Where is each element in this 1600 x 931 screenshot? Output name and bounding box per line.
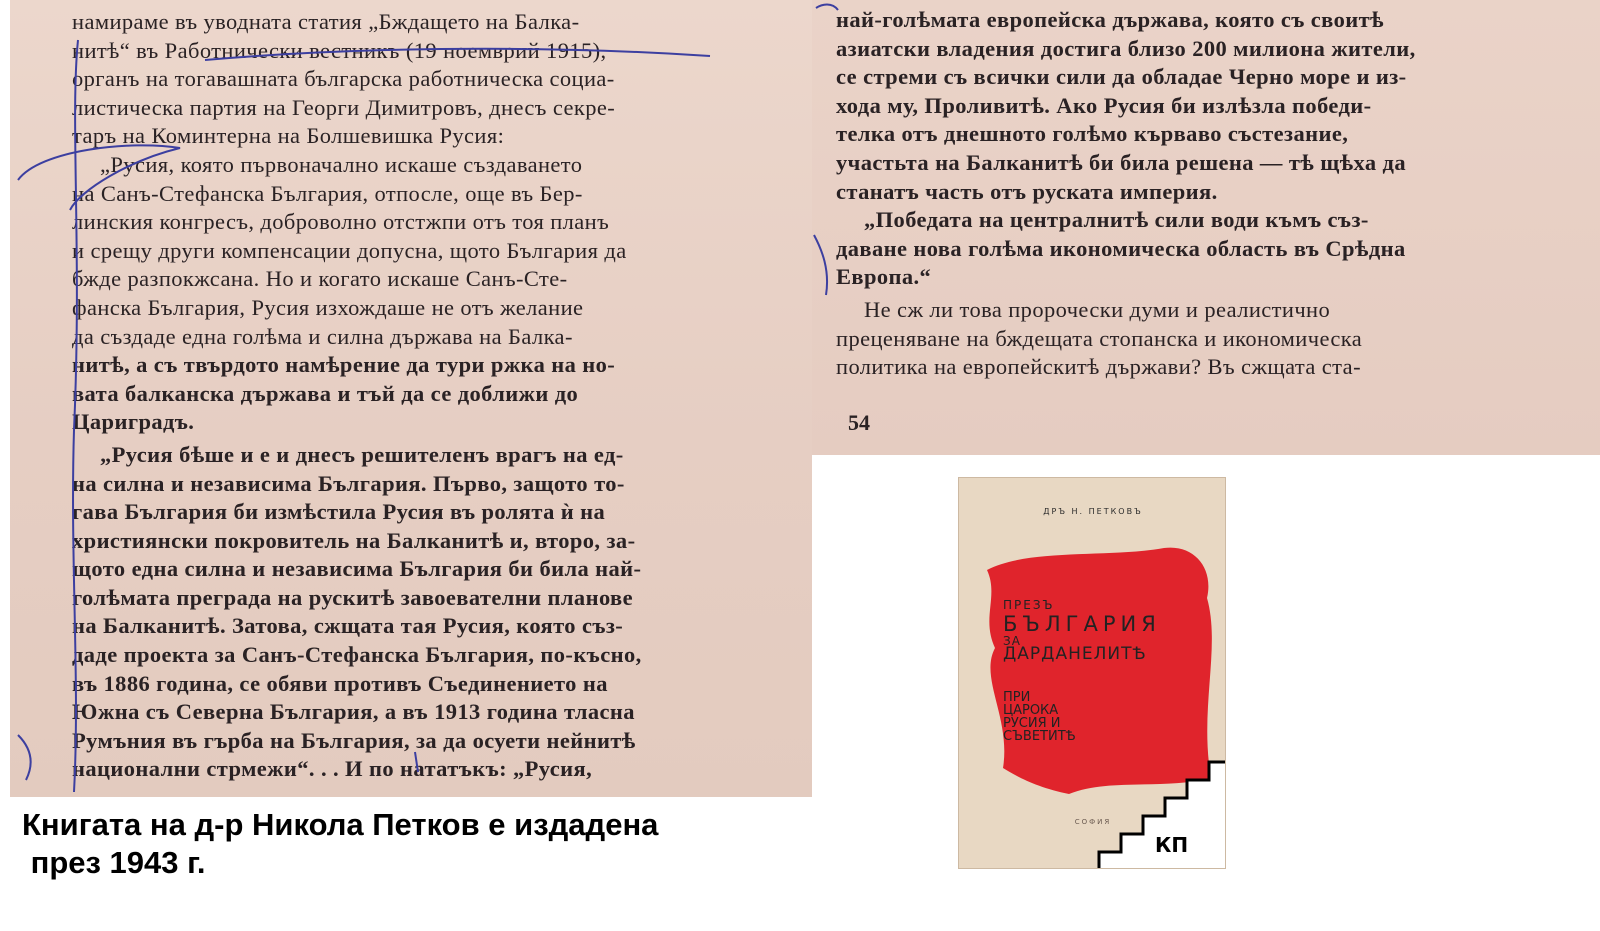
- right-page-text: [836, 6, 1586, 382]
- left-page-text-line: листическа партия на Георги Димитровъ, днесъ секре-: [72, 94, 616, 120]
- left-page-text-line: вата балканска държава и тъй да се доближи до: [72, 380, 579, 406]
- left-page-text-line: гава България би измѣстила Русия въ ролята ѝ на: [72, 499, 606, 525]
- left-page-text-line: голѣмата преграда на рускитѣ завоевателни планове: [72, 584, 633, 610]
- left-page-text-line: „Русия, която първоначално искаше създаването: [100, 151, 583, 177]
- scanned-page-left: [10, 0, 812, 797]
- scanned-page-right: [812, 0, 1600, 455]
- right-page-text-line: станатъ часть отъ руската империя.: [836, 178, 1218, 204]
- cover-subtitle-line-2: ЦАРОКА: [1003, 703, 1059, 718]
- left-page-text-line: даде проекта за Санъ-Стефанска България, по-късно,: [72, 642, 642, 668]
- page-number: 54: [848, 410, 870, 435]
- cover-city: СОФИЯ: [1074, 818, 1112, 826]
- left-page-text-line: християнски покровитель на Балканитѣ и, второ, за-: [72, 527, 636, 553]
- left-page-text-line: таръ на Коминтерна на Болшевишка Русия:: [72, 123, 505, 149]
- cover-title-line-2: БЪЛГАРИЯ: [1003, 612, 1161, 636]
- left-page-text-line: линския конгресъ, доброволно отстжпи отъ тоя планъ: [72, 209, 610, 235]
- staircase-logo-icon: [959, 478, 1226, 869]
- left-page-text-line: фанска България, Русия изхождаше не отъ желание: [72, 294, 584, 320]
- left-page-text-line: нитѣ“ въ Работнически вестникъ (19 ноемврий 1915),: [72, 37, 607, 63]
- cover-subtitle-line-4: СЪВЕТИТѢ: [1003, 729, 1076, 744]
- cover-subtitle-line-1: ПРИ: [1003, 690, 1031, 705]
- caption-line-2: през 1943 г.: [22, 845, 206, 880]
- left-page-text-line: да създаде една голѣма и силна държава на Балка-: [72, 323, 573, 349]
- left-page-text-line: щото една силна и независима България би била най-: [72, 556, 642, 582]
- cover-title-line-1: ПРЕЗЪ: [1003, 598, 1055, 612]
- cover-author: ДРЪ Н. ПЕТКОВЪ: [1043, 507, 1143, 516]
- caption-line-1: Книгата на д-р Никола Петков е издадена: [22, 807, 659, 842]
- left-page-text-line: Цариградъ.: [72, 409, 195, 435]
- left-page-text-line: органъ на тогавашната българска работническа социа-: [72, 66, 615, 92]
- right-page-text-line: се стреми съ всички сили да обладае Черно море и из-: [836, 64, 1407, 90]
- cover-title-line-3: ЗА: [1003, 634, 1021, 648]
- left-page-text-line: Румъния въ гърба на България, за да осуети нейнитѣ: [72, 727, 636, 753]
- left-page-text-line: „Русия бѣше и е и днесъ решителенъ врагъ на ед-: [100, 441, 624, 467]
- cover-subtitle-line-3: РУСИЯ И: [1003, 716, 1061, 731]
- left-page-text-line: и срещу други компенсации допусна, щото България да: [72, 237, 627, 263]
- right-page-text-line: „Победата на централнитѣ сили води къмъ съз-: [864, 207, 1369, 233]
- right-page-text-line: даване нова голѣма икономическа область въ Срѣдна: [836, 235, 1406, 261]
- left-page-text-line: на Санъ-Стефанска България, отпосле, още въ Бер-: [72, 180, 583, 206]
- right-page-text-line: най-голѣмата европейска държава, която съ своитѣ: [836, 7, 1384, 32]
- left-page-text: [72, 8, 800, 784]
- right-page-text-line: Не сж ли това пророчески думи и реалистично: [864, 296, 1331, 322]
- left-page-text-line: на Балканитѣ. Затова, сжщата тая Русия, която съз-: [72, 613, 624, 639]
- left-page-text-line: нитѣ, а съ твърдото намѣрение да тури ржка на но-: [72, 352, 616, 378]
- left-page-text-line: Южна съ Северна България, а въ 1913 година тласна: [72, 699, 635, 725]
- right-page-text-line: преценяване на бждещата стопанска и икономическа: [836, 325, 1363, 351]
- publisher-logo: КП: [1155, 833, 1189, 857]
- caption: [22, 806, 822, 882]
- right-page-text-line: хода му, Проливитѣ. Ако Русия би излѣзла победи-: [836, 92, 1372, 118]
- left-page-text-line: въ 1886 година, се обяви противъ Съединението на: [72, 670, 608, 696]
- right-page-text-line: телка отъ днешното голѣмо кърваво състезание,: [836, 121, 1349, 147]
- right-page-text-line: Европа.“: [836, 264, 932, 290]
- cover-title-line-4: ДАРДАНЕЛИТѢ: [1003, 644, 1147, 664]
- left-page-text-line: намираме въ уводната статия „Бждащето на Балка-: [72, 9, 580, 34]
- book-cover: [958, 477, 1226, 869]
- right-page-text-line: участьта на Балканитѣ би била решена — тѣ щѣха да: [836, 149, 1406, 175]
- right-page-text-line: азиатски владения достига близо 200 милиона жители,: [836, 35, 1416, 61]
- left-page-text-line: бжде разпокжсана. Но и когато искаше Санъ-Сте-: [72, 266, 568, 292]
- left-page-text-line: на силна и независима България. Първо, защото то-: [72, 470, 625, 496]
- left-page-text-line: национални стрмежи“. . . И по нататъкъ: „Русия,: [72, 756, 593, 782]
- right-page-text-line: политика на европейскитѣ държави? Въ сжщата ста-: [836, 354, 1361, 380]
